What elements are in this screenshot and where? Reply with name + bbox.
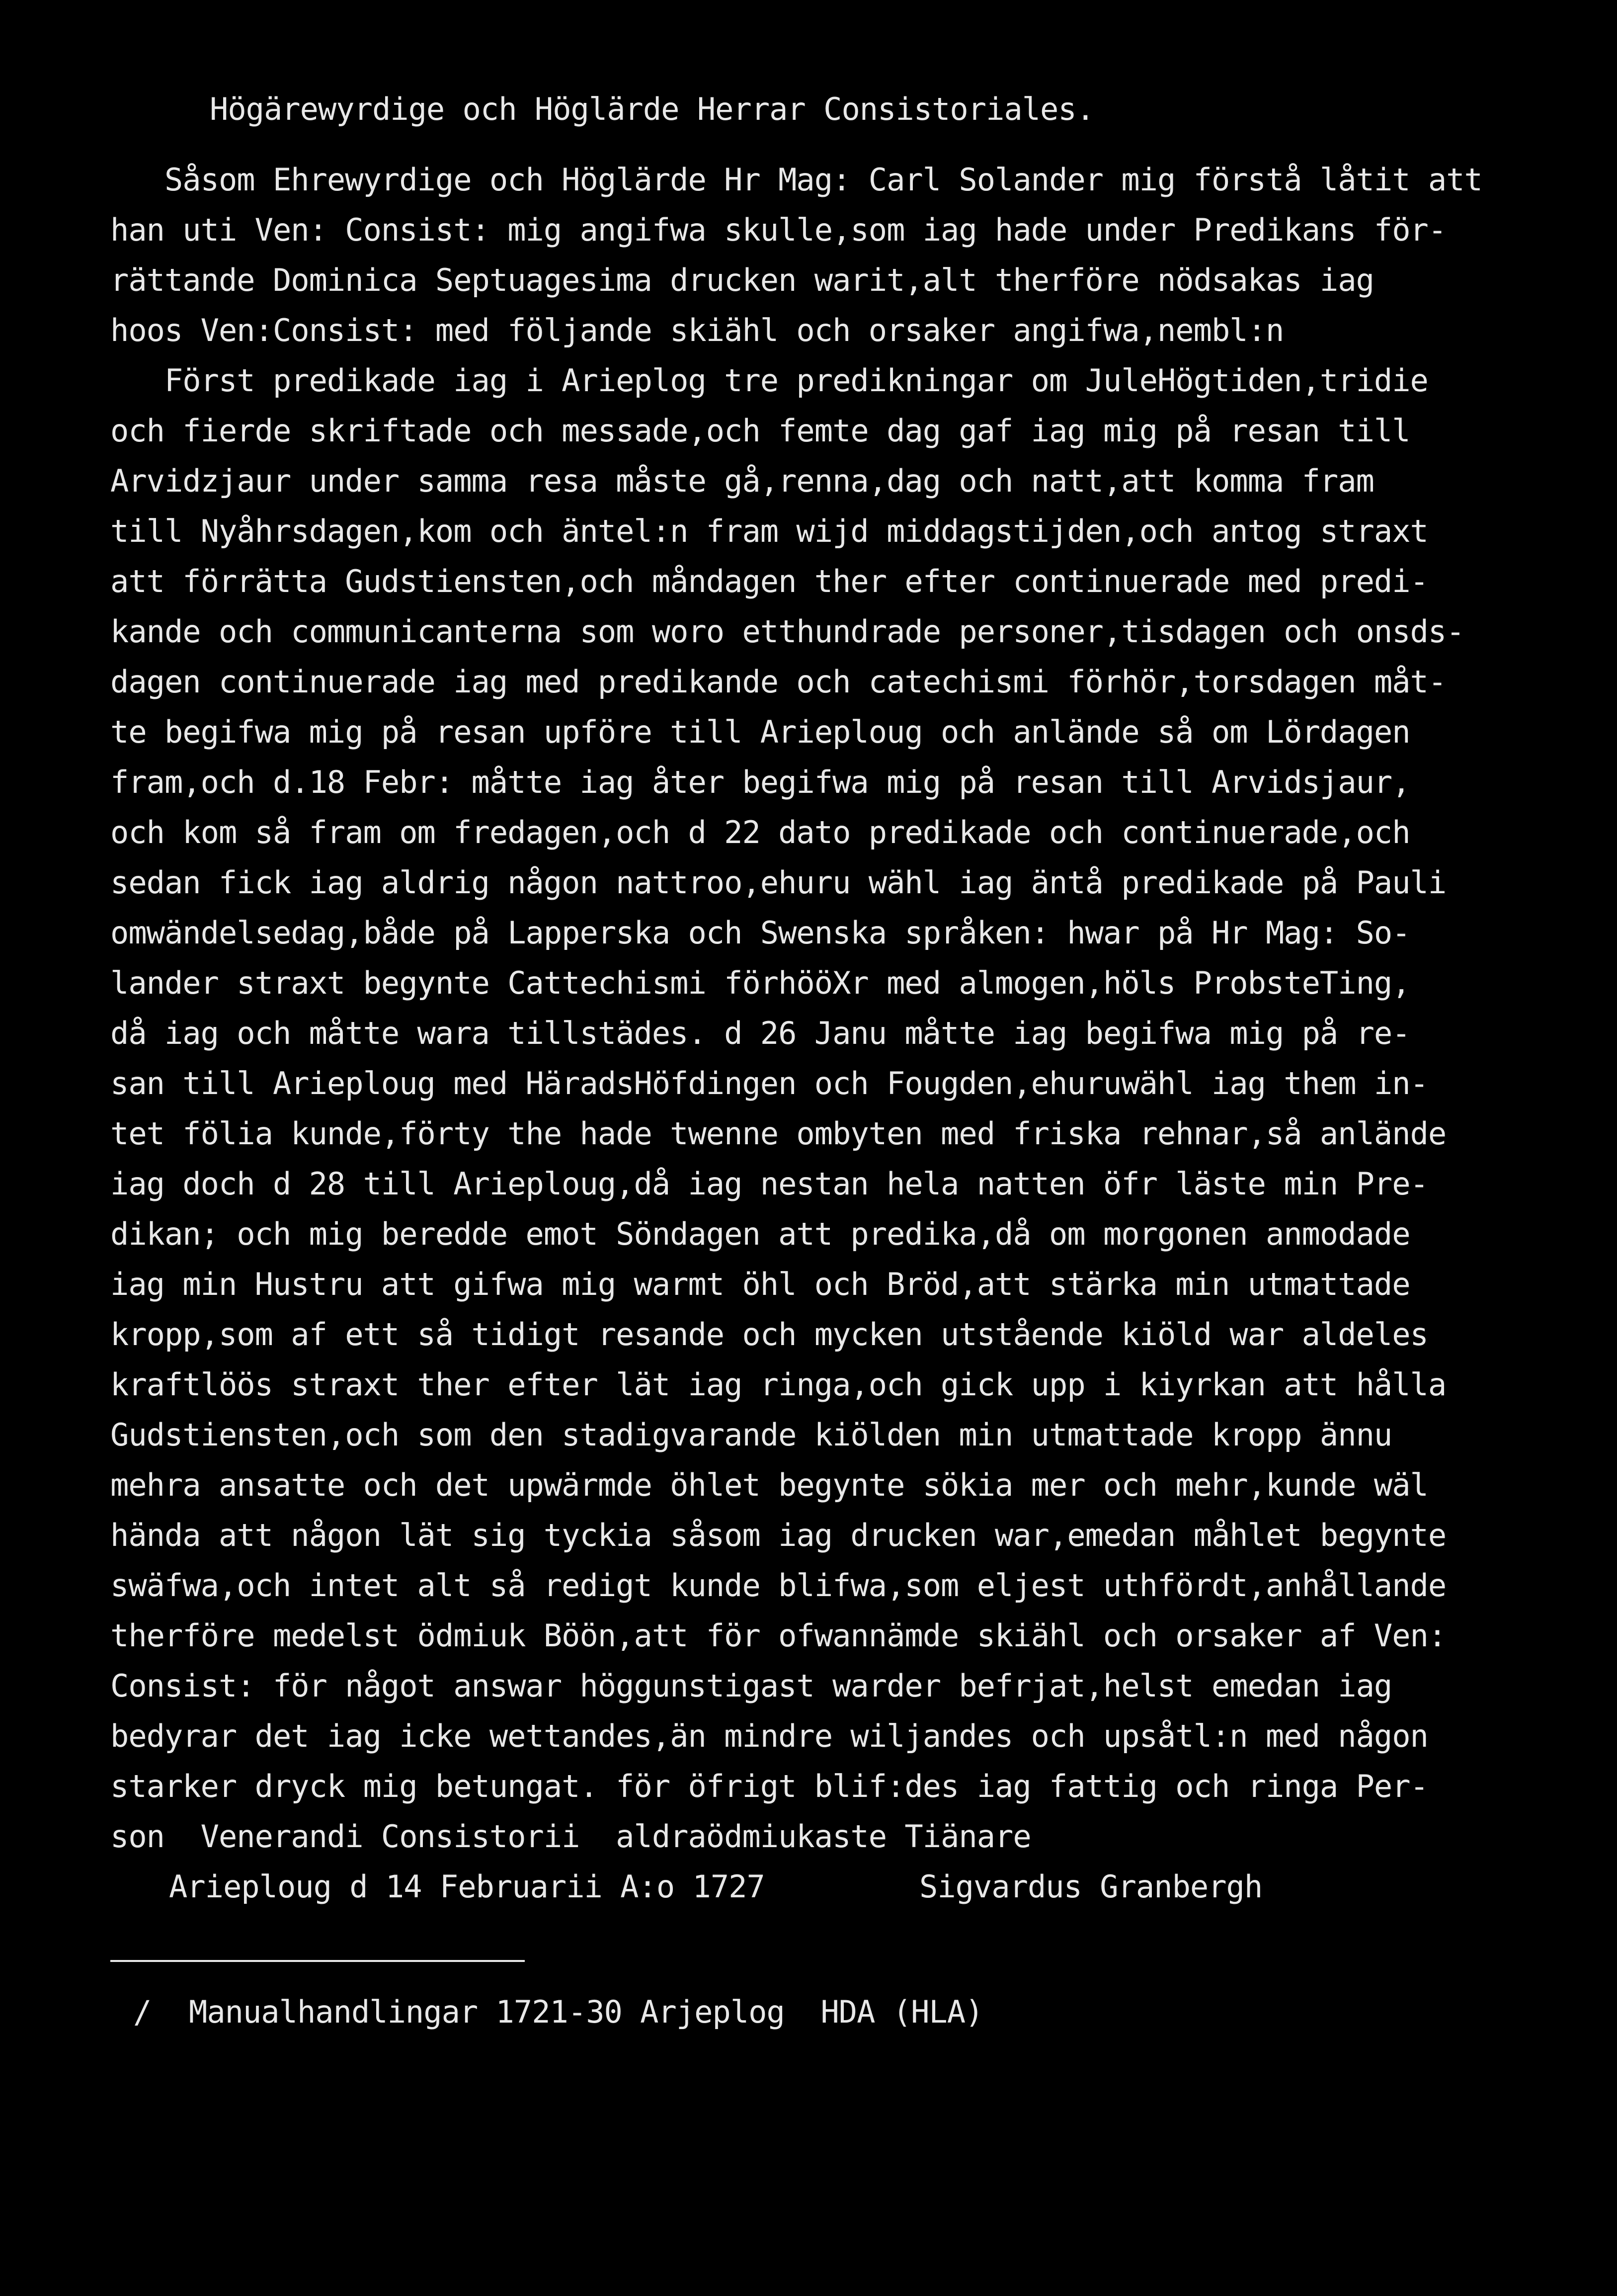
body-line: Såsom Ehrewyrdige och Höglärde Hr Mag: Carl Solander mig förstå låtit att xyxy=(110,162,1482,198)
body-line: dikan; och mig beredde emot Söndagen att predika,då om morgonen anmodade xyxy=(110,1216,1410,1252)
body-line: san till Arieploug med HäradsHöfdingen och Fougden,ehuruwähl iag them in- xyxy=(110,1065,1428,1102)
body-line: Gudstiensten,och som den stadigvarande kiölden min utmattade kropp ännu xyxy=(110,1417,1392,1453)
body-line: fram,och d.18 Febr: måtte iag åter begifwa mig på resan till Arvidsjaur, xyxy=(110,764,1410,800)
body-line: bedyrar det iag icke wettandes,än mindre wiljandes och upsåtl:n med någon xyxy=(110,1718,1428,1754)
body-line: lander straxt begynte Cattechismi förhööXr med almogen,höls ProbsteTing, xyxy=(110,965,1410,1001)
body-line: swäfwa,och intet alt så redigt kunde blifwa,som eljest uthfördt,anhållande xyxy=(110,1567,1447,1604)
body-line: att förrätta Gudstiensten,och måndagen ther efter continuerade med predi- xyxy=(110,563,1428,599)
body-line: sedan fick iag aldrig någon nattroo,ehuru wähl iag äntå predikade på Pauli xyxy=(110,864,1447,901)
body-line: starker dryck mig betungat. för öfrigt blif:des iag fattig och ringa Per- xyxy=(110,1768,1428,1804)
body-line: rättande Dominica Septuagesima drucken warit,alt therföre nödsakas iag xyxy=(110,262,1374,298)
footnote-text: Manualhandlingar 1721-30 Arjeplog HDA (HLA) xyxy=(189,1994,983,2030)
body-line: han uti Ven: Consist: mig angifwa skulle,som iag hade under Predikans för- xyxy=(110,212,1447,248)
footnote-mark: / xyxy=(133,1994,152,2030)
body-line: och kom så fram om fredagen,och d 22 dato predikade och continuerade,och xyxy=(110,814,1410,850)
body-line: mehra ansatte och det upwärmde öhlet begynte sökia mer och mehr,kunde wäl xyxy=(110,1467,1428,1503)
place-date-line: Arieploug d 14 Februarii A:o 1727 xyxy=(169,1869,765,1905)
body-line: Arvidzjaur under samma resa måste gå,renna,dag och natt,att komma fram xyxy=(110,463,1374,499)
body-line: hoos Ven:Consist: med följande skiähl och orsaker angifwa,nembl:n xyxy=(110,312,1284,348)
body-line: till Nyåhrsdagen,kom och äntel:n fram wijd middagstijden,och antog straxt xyxy=(110,513,1428,549)
body-line: omwändelsedag,både på Lapperska och Swenska språken: hwar på Hr Mag: So- xyxy=(110,915,1410,951)
signature: Sigvardus Granbergh xyxy=(919,1869,1263,1905)
body-line: kropp,som af ett så tidigt resande och mycken utstående kiöld war aldeles xyxy=(110,1316,1428,1353)
salutation: Högärewyrdige och Höglärde Herrar Consistoriales. xyxy=(210,91,1095,127)
footnote-divider xyxy=(110,1960,525,1962)
body-line: tet fölia kunde,förty the hade twenne ombyten med friska rehnar,så anlände xyxy=(110,1115,1447,1152)
body-line: dagen continuerade iag med predikande och catechismi förhör,torsdagen måt- xyxy=(110,664,1447,700)
body-line: Först predikade iag i Arieplog tre predikningar om JuleHögtiden,tridie xyxy=(110,362,1428,399)
body-line: therföre medelst ödmiuk Böön,att för ofwannämde skiähl och orsaker af Ven: xyxy=(110,1617,1447,1654)
body-line: iag min Hustru att gifwa mig warmt öhl och Bröd,att stärka min utmattade xyxy=(110,1266,1410,1302)
body-line: och fierde skriftade och messade,och femte dag gaf iag mig på resan till xyxy=(110,413,1410,449)
body-line: kraftlöös straxt ther efter lät iag ringa,och gick upp i kiyrkan att hålla xyxy=(110,1366,1447,1403)
body-line: Consist: för något answar höggunstigast warder befrjat,helst emedan iag xyxy=(110,1668,1392,1704)
body-line: kande och communicanterna som woro etthundrade personer,tisdagen och onsds- xyxy=(110,613,1464,650)
body-line: då iag och måtte wara tillstädes. d 26 Janu måtte iag begifwa mig på re- xyxy=(110,1015,1410,1051)
body-line: iag doch d 28 till Arieploug,då iag nestan hela natten öfr läste min Pre- xyxy=(110,1166,1428,1202)
body-line: hända att någon lät sig tyckia såsom iag drucken war,emedan måhlet begynte xyxy=(110,1517,1447,1553)
body-line: te begifwa mig på resan upföre till Arieploug och anlände så om Lördagen xyxy=(110,714,1410,750)
body-line: son Venerandi Consistorii aldraödmiukaste Tiänare xyxy=(110,1818,1031,1855)
